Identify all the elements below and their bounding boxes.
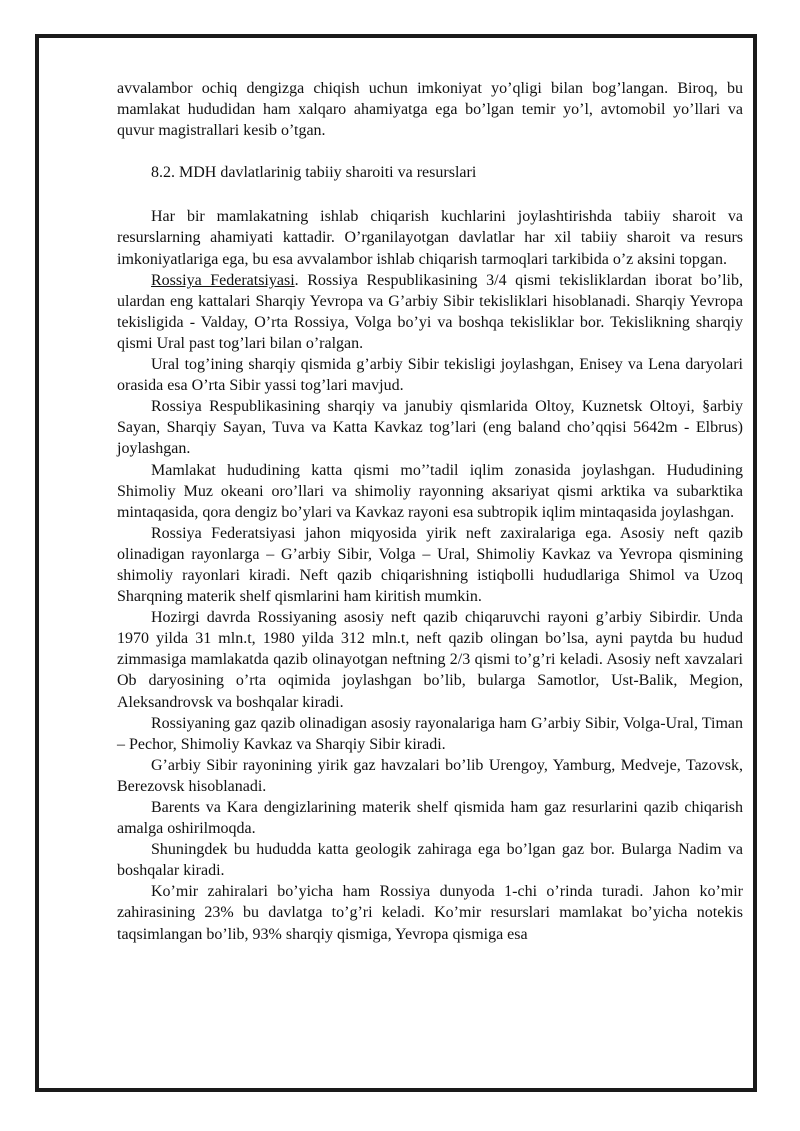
section-heading: 8.2. MDH davlatlarinig tabiiy sharoiti va resurslari: [151, 164, 477, 182]
country-title: Rossiya Federatsiyasi: [151, 271, 295, 289]
paragraph-ural: Ural tog’ining sharqiy qismida g’arbiy Sibir tekisligi joylashgan, Enisey va Lena daryolari orasida esa O’rta Sibir yassi tog’lari mavjud.: [117, 356, 743, 395]
paragraph-shelf-gas: Barents va Kara dengizlarining materik shelf qismida ham gaz resurlarini qazib chiqarish amalga oshirilmoqda.: [117, 799, 743, 838]
paragraph-continued: avvalambor ochiq dengizga chiqish uchun imkoniyat yo’qligi bilan bog’langan. Biroq, bu mamlakat hududidan ham xalqaro ahamiyatga ega bo’lgan temir yo’l, avtomobil yo’llari va quvur magistrallari kesib o’tgan.: [117, 80, 743, 140]
paragraph-gas-regions: Rossiyaning gaz qazib olinadigan asosiy rayonalariga ham G’arbiy Sibir, Volga-Ural, Timan – Pechor, Shimoliy Kavkaz va Sharqiy Sibir kiradi.: [117, 714, 743, 753]
paragraph-intro: Har bir mamlakatning ishlab chiqarish kuchlarini joylashtirishda tabiiy sharoit va resurslarning ahamiyati kattadir. O’rganilayotgan davlatlar har xil tabiiy sharoit va resurs imkoniyatlariga ega, bu esa avvalambor ishlab chiqarish tarmoqlari tarkibida o’z aksini topgan.: [117, 208, 743, 268]
paragraph-russia-relief: [117, 270, 743, 354]
paragraph-mountains: Rossiya Respublikasining sharqiy va janubiy qismlarida Oltoy, Kuznetsk Oltoyi, §arbiy Sayan, Sharqiy Sayan, Tuva va Katta Kavkaz tog’lari (eng baland cho’qqisi 5642m - Elbrus) joylashgan.: [117, 398, 743, 458]
paragraph-gas-fields: G’arbiy Sibir rayonining yirik gaz havzalari bo’lib Urengoy, Yamburg, Medveje, Tazovsk, Berezovsk hisoblanadi.: [117, 756, 743, 795]
document-body: [117, 78, 743, 945]
paragraph-geologic-gas: Shuningdek bu hududda katta geologik zahiraga ega bo’lgan gaz bor. Bularga Nadim va boshqalar kiradi.: [117, 841, 743, 880]
paragraph-west-siberia-oil: Hozirgi davrda Rossiyaning asosiy neft qazib chiqaruvchi rayoni g’arbiy Sibirdir. Unda 1970 yilda 31 mln.t, 1980 yilda 312 mln.t, neft qazib olingan bo’lsa, ayni paytda bu hudud zimmasiga mamlakatda qazib olinayotgan neftning 2/3 qismi to’g’ri keladi. Asosiy neft xavzalari Ob daryosining o’rta oqimida joylashgan bo’lib, bularga Samotlor, Ust-Balik, Megion, Aleksandrovsk va boshqalar kiradi.: [117, 609, 743, 711]
paragraph-coal: Ko’mir zahiralari bo’yicha ham Rossiya dunyoda 1-chi o’rinda turadi. Jahon ko’mir zahirasining 23% bu davlatga to’g’ri keladi. Ko’mir resurslari mamlakat bo’yicha notekis taqsimlangan bo’lib, 93% sharqiy qismiga, Yevropa qismiga esa: [117, 883, 743, 943]
paragraph-climate: Mamlakat hududining katta qismi mo’’tadil iqlim zonasida joylashgan. Hududining Shimoliy Muz okeani oro’llari va shimoliy rayonning aksariyat qismi arktika va subarktika mintaqasida, qora dengiz bo’ylari va Kavkaz rayoni esa subtropik iqlim mintaqasida joylashgan.: [117, 461, 743, 521]
paragraph-russia-relief-text: . Rossiya Respublikasining 3/4 qismi tekisliklardan iborat bo’lib, ulardan eng kattalari Sharqiy Yevropa va G’arbiy Sibir tekisliklari hisoblanadi. Sharqiy Yevropa tekisligida - Valday, O’rta Rossiya, Volga bo’yi va boshqa tekisliklar bor. Tekislikning sharqiy qismi Ural past tog’lari bilan o’ralgan.: [117, 271, 743, 352]
paragraph-oil-reserves: Rossiya Federatsiyasi jahon miqyosida yirik neft zaxiralariga ega. Asosiy neft qazib olinadigan rayonlarga – G’arbiy Sibir, Volga – Ural, Shimoliy Kavkaz va Yevropa qismining shimoliy rayonlari kiradi. Neft qazib chiqarishning istiqbolli hududlariga Shimol va Uzoq Sharqning materik shelf qismlarini ham kiritish mumkin.: [117, 524, 743, 606]
